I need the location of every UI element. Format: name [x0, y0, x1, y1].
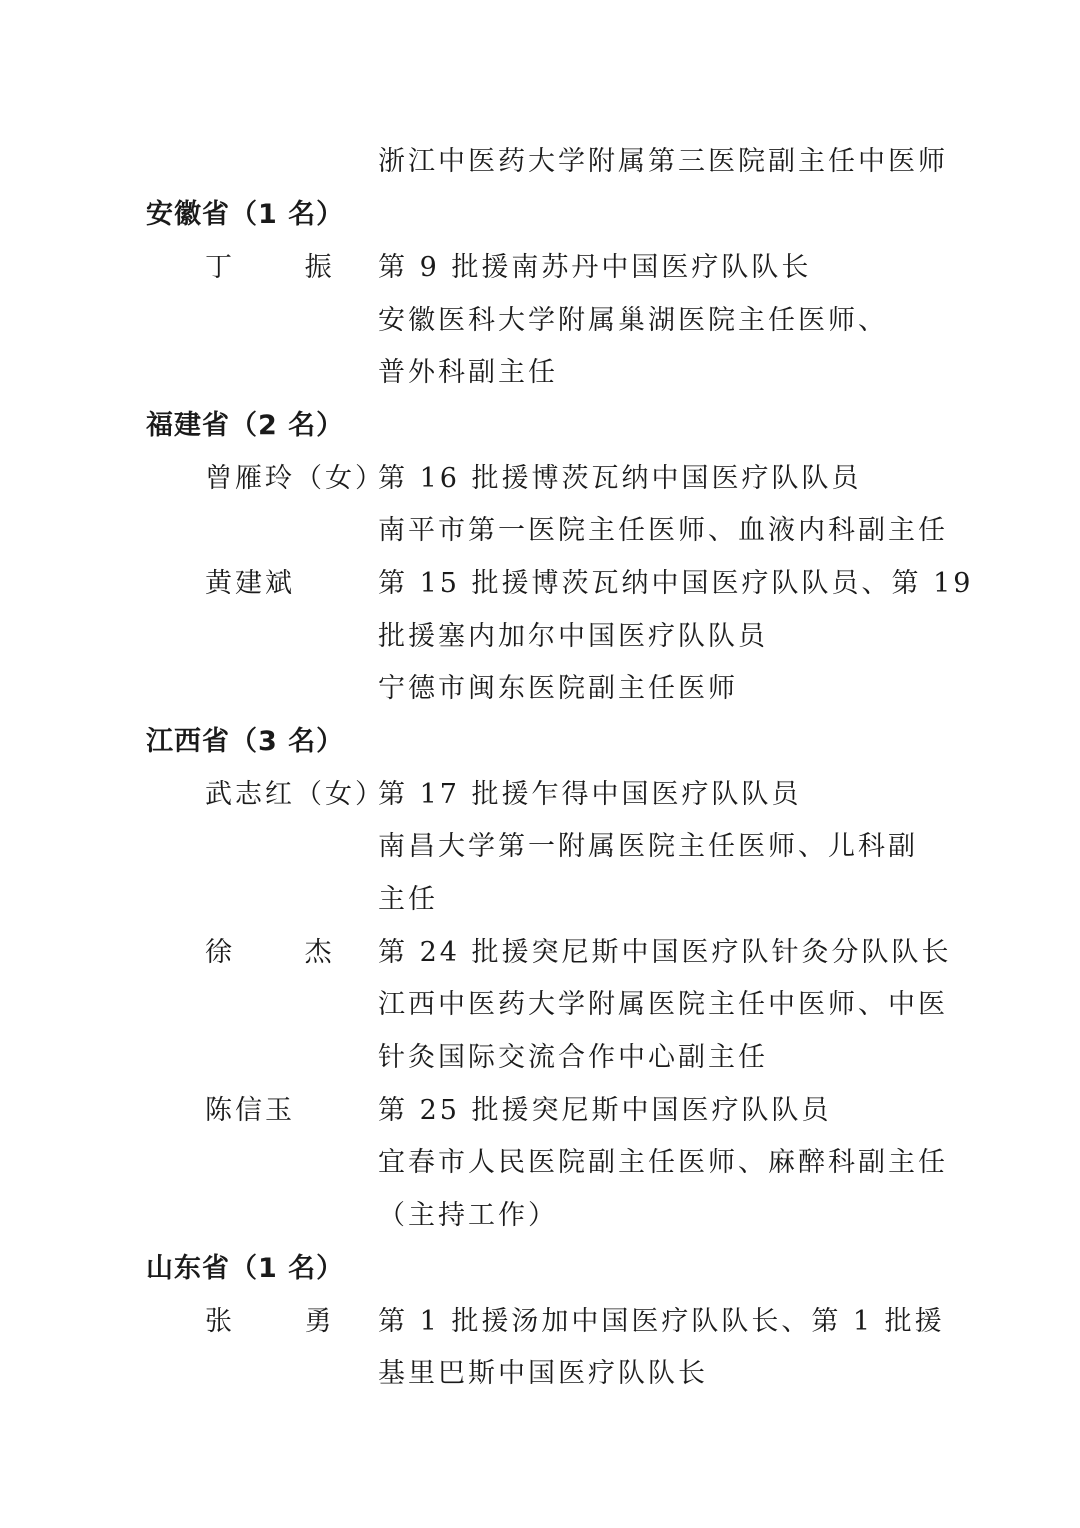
province-heading-shandong: 山东省（1 名）	[146, 1253, 345, 1284]
person-name: 丁 振	[205, 252, 364, 283]
entry-description: 第 9 批援南苏丹中国医疗队队长	[378, 252, 812, 283]
entry-description: 主任	[378, 884, 438, 915]
province-heading-jiangxi: 江西省（3 名）	[146, 726, 345, 757]
entry-description: 宁德市闽东医院副主任医师	[378, 673, 738, 704]
entry-description: 第 24 批援突尼斯中国医疗队针灸分队队长	[378, 937, 952, 968]
entry-description: 南昌大学第一附属医院主任医师、儿科副	[378, 831, 918, 862]
entry-description: 安徽医科大学附属巢湖医院主任医师、	[378, 305, 888, 336]
province-heading-anhui: 安徽省（1 名）	[146, 199, 345, 230]
entry-description: 浙江中医药大学附属第三医院副主任中医师	[378, 146, 948, 177]
entry-description: 第 15 批援博茨瓦纳中国医疗队队员、第 19	[378, 568, 974, 599]
entry-description: 第 1 批援汤加中国医疗队队长、第 1 批援	[378, 1306, 945, 1337]
entry-description: 第 16 批援博茨瓦纳中国医疗队队员	[378, 463, 862, 494]
entry-description: 针灸国际交流合作中心副主任	[378, 1042, 768, 1073]
entry-description: 宜春市人民医院副主任医师、麻醉科副主任	[378, 1147, 948, 1178]
person-name: 陈信玉	[205, 1095, 295, 1126]
person-name: 武志红（女）	[205, 779, 385, 810]
entry-description: 第 17 批援乍得中国医疗队队员	[378, 779, 802, 810]
person-name: 曾雁玲（女）	[205, 463, 385, 494]
entry-description: 第 25 批援突尼斯中国医疗队队员	[378, 1095, 832, 1126]
province-heading-fujian: 福建省（2 名）	[146, 410, 345, 441]
entry-description: 普外科副主任	[378, 357, 558, 388]
entry-description: 南平市第一医院主任医师、血液内科副主任	[378, 515, 948, 546]
person-name: 张 勇	[205, 1306, 364, 1337]
person-name: 徐 杰	[205, 937, 364, 968]
entry-description: （主持工作）	[378, 1200, 558, 1231]
person-name: 黄建斌	[205, 568, 295, 599]
entry-description: 基里巴斯中国医疗队队长	[378, 1358, 708, 1389]
entry-description: 江西中医药大学附属医院主任中医师、中医	[378, 989, 948, 1020]
entry-description: 批援塞内加尔中国医疗队队员	[378, 621, 768, 652]
